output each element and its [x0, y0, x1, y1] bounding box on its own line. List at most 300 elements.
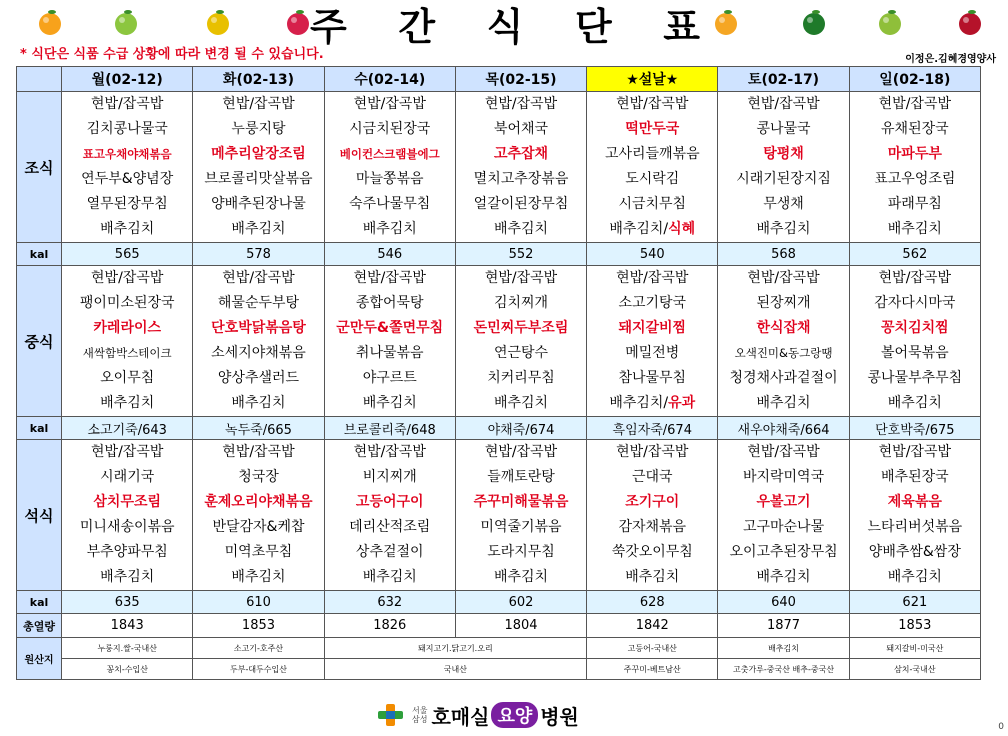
menu-cell: [587, 266, 718, 417]
menu-item-text: 야구르트: [362, 370, 417, 386]
title-char: 식: [486, 4, 524, 49]
menu-item-text: 표고우엉조림: [874, 171, 956, 187]
menu-item: [718, 167, 848, 192]
menu-item: [325, 490, 455, 515]
menu-item-text: 고등어구이: [355, 494, 424, 510]
menu-item: [62, 490, 192, 515]
day-header: 화(02-13): [193, 67, 324, 92]
menu-cell: [718, 92, 849, 243]
menu-item-text: 현밥/잡곡밥: [222, 270, 295, 286]
menu-item: [718, 192, 848, 217]
menu-item: [62, 217, 192, 242]
origin-cell: 돼지고기.닭고기.오리: [324, 638, 587, 659]
menu-item: [587, 291, 717, 316]
table-corner: [17, 67, 62, 92]
menu-item-text: 현밥/잡곡밥: [484, 270, 558, 286]
origin-cell: 꽁치-수입산: [62, 659, 193, 680]
menu-item-text: 고구마순나물: [742, 519, 825, 535]
kal-value: 552: [455, 243, 586, 266]
menu-item: [62, 92, 192, 117]
menu-item: [456, 490, 586, 515]
menu-item: [718, 465, 848, 490]
menu-item: [325, 192, 455, 217]
menu-item: [193, 142, 323, 167]
menu-item: [325, 440, 455, 465]
menu-item-text: 배추김치: [100, 221, 155, 237]
menu-item: [718, 440, 848, 465]
menu-item-text: 고추잡채: [493, 146, 549, 162]
menu-item: [587, 117, 717, 142]
menu-item-text: 배추김치: [231, 221, 286, 237]
menu-item-text: 훈제오리야채볶음: [204, 494, 313, 510]
menu-item: [325, 92, 455, 117]
menu-item-text: 누룽지탕: [231, 121, 286, 137]
menu-item-text: 미역줄기볶음: [480, 519, 562, 535]
menu-item-text: 메밀전병: [625, 345, 680, 361]
kal-label: kal: [17, 591, 62, 614]
menu-item-text: 근대국: [631, 469, 673, 485]
kal-value: 소고기죽/643: [62, 417, 193, 440]
origin-cell: 소고기-호주산: [193, 638, 324, 659]
menu-item: [62, 540, 192, 565]
total-value: 1877: [718, 614, 849, 638]
menu-item: [587, 391, 717, 416]
menu-item: [193, 515, 323, 540]
menu-item: [718, 341, 848, 366]
menu-item: [718, 92, 848, 117]
menu-item: [850, 391, 980, 416]
menu-item: [587, 266, 717, 291]
menu-item: [62, 291, 192, 316]
menu-item: [193, 167, 323, 192]
origin-cell: 돼지갈비-미국산: [849, 638, 980, 659]
origin-cell: 주꾸미-베트남산: [587, 659, 718, 680]
menu-item-text: 조기구이: [625, 494, 680, 510]
menu-item-text: 참나물무침: [618, 370, 687, 386]
menu-item-text: 바지락미역국: [742, 469, 825, 485]
orange-icon: [36, 8, 64, 36]
menu-item-text: 현밥/잡곡밥: [91, 270, 164, 286]
menu-item: [325, 266, 455, 291]
menu-item: [62, 366, 192, 391]
menu-item: [850, 142, 980, 167]
menu-item-text: 배추김치: [100, 569, 155, 585]
menu-item-text: 시금치된장국: [349, 121, 431, 137]
logo-pill: 요양: [491, 702, 538, 728]
menu-item-text: 반달감자&케찹: [212, 519, 305, 535]
kal-value: 새우야채죽/664: [718, 417, 849, 440]
menu-item-text: 열무된장무침: [86, 196, 168, 212]
grape-icon: [876, 8, 904, 36]
menu-cell: [718, 440, 849, 591]
apple-icon: [112, 8, 140, 36]
menu-item: [718, 316, 848, 341]
menu-item-text: 김치찌개: [493, 295, 549, 311]
menu-item-text: 돼지갈비찜: [618, 320, 687, 336]
menu-item-text: 팽이미소된장국: [79, 295, 175, 311]
menu-item-text: 양배추쌈&쌈장: [868, 544, 961, 560]
menu-cell: [587, 440, 718, 591]
menu-item-text: 도시락김: [625, 171, 680, 187]
menu-item-text: 소고기탕국: [618, 295, 687, 311]
kal-value: 야채죽/674: [455, 417, 586, 440]
menu-item: [850, 465, 980, 490]
menu-item: [62, 316, 192, 341]
menu-item-text: 메추리알장조림: [211, 146, 306, 162]
meal-label: 석식: [17, 440, 62, 591]
origin-cell: 두부-대두수입산: [193, 659, 324, 680]
kal-value: 568: [718, 243, 849, 266]
menu-cell: [455, 92, 586, 243]
menu-item-text: 치커리무침: [487, 370, 555, 386]
menu-cell: [193, 266, 324, 417]
menu-item-text: 김치콩나물국: [86, 121, 168, 137]
kal-label: kal: [17, 417, 62, 440]
menu-item: [850, 266, 980, 291]
menu-item: [325, 565, 455, 590]
menu-item: [587, 565, 717, 590]
menu-cell: [849, 92, 980, 243]
menu-item-text: 배추김치: [493, 395, 549, 411]
menu-item-text: 배추된장국: [881, 469, 949, 485]
menu-item: [193, 540, 323, 565]
menu-item-text: 현밥/잡곡밥: [484, 96, 558, 112]
menu-item: [587, 366, 717, 391]
menu-item: [456, 266, 586, 291]
menu-item-text: 연근탕수: [493, 345, 549, 361]
menu-item: [325, 341, 455, 366]
menu-item-text: 배추김치: [231, 395, 286, 411]
menu-item: [587, 192, 717, 217]
menu-item-text: 브로콜리맛살볶음: [204, 171, 313, 187]
menu-item: [193, 266, 323, 291]
kal-value: 610: [193, 591, 324, 614]
menu-item-text: 현밥/잡곡밥: [878, 444, 951, 460]
menu-item: [325, 366, 455, 391]
menu-item-text: 연두부&양념장: [81, 171, 174, 187]
menu-item-text: 배추김치: [231, 569, 286, 585]
menu-item: [718, 291, 848, 316]
menu-item-text: 현밥/잡곡밥: [353, 270, 426, 286]
menu-item: [193, 92, 323, 117]
menu-item: [850, 117, 980, 142]
day-header: ★설날★: [587, 67, 718, 92]
menu-item: [325, 515, 455, 540]
menu-item: [718, 366, 848, 391]
menu-item: [850, 341, 980, 366]
menu-item: [62, 117, 192, 142]
menu-cell: [718, 266, 849, 417]
menu-item: [193, 565, 323, 590]
menu-cell: [849, 440, 980, 591]
menu-item: [62, 391, 192, 416]
menu-item-text: 마파두부: [887, 146, 942, 162]
menu-cell: [455, 440, 586, 591]
menu-item: [325, 217, 455, 242]
menu-item-text: 들깨토란탕: [487, 469, 555, 485]
cherry-icon: [204, 8, 232, 36]
total-label: 총열량: [17, 614, 62, 638]
menu-item-text: 현밥/잡곡밥: [91, 444, 164, 460]
menu-item-extra: 식혜: [668, 221, 696, 237]
menu-item-text: 양배추된장나물: [211, 196, 306, 212]
menu-cell: [62, 92, 193, 243]
kal-label: kal: [17, 243, 62, 266]
menu-item-text: 배추김치/: [609, 221, 669, 237]
menu-item: [718, 142, 848, 167]
menu-item-text: 파래무침: [887, 196, 942, 212]
menu-item: [587, 465, 717, 490]
menu-item-text: 주꾸미해물볶음: [473, 494, 569, 510]
meal-label: 중식: [17, 266, 62, 417]
menu-item: [62, 440, 192, 465]
logo-subtitle: 서울 삼성: [412, 706, 428, 724]
menu-item: [62, 266, 192, 291]
menu-item-text: 단호박닭볶음탕: [211, 320, 306, 336]
menu-item: [456, 366, 586, 391]
page-number: 0: [998, 722, 1004, 732]
menu-item-text: 표고우채야채볶음: [82, 147, 172, 161]
kal-value: 브로콜리죽/648: [324, 417, 455, 440]
title-char: 표: [663, 4, 700, 49]
menu-item: [193, 217, 323, 242]
menu-item: [62, 192, 192, 217]
menu-item: [325, 391, 455, 416]
menu-item-text: 시래기국: [100, 469, 155, 485]
menu-item-text: 고사리들깨볶음: [604, 146, 700, 162]
total-value: 1843: [62, 614, 193, 638]
menu-item: [850, 316, 980, 341]
menu-item: [62, 565, 192, 590]
kal-value: 635: [62, 591, 193, 614]
menu-item: [718, 391, 848, 416]
menu-item: [456, 192, 586, 217]
meal-label: 조식: [17, 92, 62, 243]
day-header: 월(02-12): [62, 67, 193, 92]
menu-item-text: 우볼고기: [756, 494, 811, 510]
cross-logo-icon: [376, 702, 406, 728]
menu-cell: [324, 440, 455, 591]
menu-item: [193, 490, 323, 515]
menu-item: [587, 540, 717, 565]
menu-item: [718, 266, 848, 291]
menu-item-text: 군만두&쫄면무침: [336, 320, 444, 336]
menu-cell: [193, 440, 324, 591]
menu-item: [193, 465, 323, 490]
kal-value: 녹두죽/665: [193, 417, 324, 440]
menu-item-text: 상추겉절이: [355, 544, 424, 560]
menu-item: [850, 192, 980, 217]
menu-item: [587, 167, 717, 192]
menu-item: [850, 515, 980, 540]
menu-item-text: 배추김치: [756, 569, 811, 585]
menu-item-text: 감자다시마국: [874, 295, 956, 311]
menu-cell: [62, 266, 193, 417]
menu-item-text: 배추김치/: [609, 395, 669, 411]
page-title: [310, 0, 700, 49]
menu-item: [718, 540, 848, 565]
menu-item-text: 청경채사과겉절이: [729, 370, 838, 386]
total-value: 1853: [193, 614, 324, 638]
menu-item: [62, 341, 192, 366]
menu-item-text: 해물순두부탕: [217, 295, 300, 311]
menu-cell: [849, 266, 980, 417]
menu-item-text: 제육볶음: [887, 494, 942, 510]
origin-label: 원산지: [17, 638, 62, 680]
menu-item: [456, 391, 586, 416]
menu-item-text: 꽁치김치찜: [881, 320, 949, 336]
menu-item-text: 현밥/잡곡밥: [353, 444, 426, 460]
menu-cell: [455, 266, 586, 417]
menu-item-text: 배추김치: [100, 395, 155, 411]
menu-item: [456, 515, 586, 540]
menu-item: [456, 465, 586, 490]
menu-item: [850, 217, 980, 242]
menu-item: [193, 440, 323, 465]
menu-item: [718, 217, 848, 242]
menu-item: [718, 490, 848, 515]
menu-item-text: 미역초무침: [224, 544, 293, 560]
menu-item-text: 돈민찌두부조림: [473, 320, 569, 336]
menu-item: [62, 465, 192, 490]
menu-item-text: 종합어묵탕: [355, 295, 424, 311]
menu-item-text: 배추김치: [362, 569, 417, 585]
menu-item-text: 소세지야채볶음: [211, 345, 306, 361]
menu-item-text: 취나물볶음: [355, 345, 424, 361]
menu-item-text: 멸치고추장볶음: [473, 171, 569, 187]
kal-value: 640: [718, 591, 849, 614]
menu-item-text: 부추양파무침: [86, 544, 168, 560]
menu-item-text: 배추김치: [493, 569, 549, 585]
total-value: 1842: [587, 614, 718, 638]
menu-item: [456, 217, 586, 242]
menu-item-text: 오이무침: [100, 370, 155, 386]
menu-item: [456, 316, 586, 341]
kal-value: 602: [455, 591, 586, 614]
origin-cell: 국내산: [324, 659, 587, 680]
menu-item-text: 비지찌개: [362, 469, 417, 485]
menu-cell: [62, 440, 193, 591]
hospital-logo: [376, 698, 579, 732]
menu-item-text: 현밥/잡곡밥: [353, 96, 426, 112]
menu-item: [587, 341, 717, 366]
title-char: 단: [574, 4, 612, 49]
menu-item: [325, 540, 455, 565]
origin-cell: 배추김치: [718, 638, 849, 659]
menu-item-text: 시래기된장지짐: [736, 171, 831, 187]
kal-value: 621: [849, 591, 980, 614]
dietitian-credit: 이정은.김혜경영양사: [905, 54, 996, 65]
menu-item: [193, 391, 323, 416]
menu-cell: [324, 92, 455, 243]
menu-item-text: 볼어묵볶음: [881, 345, 949, 361]
menu-item: [456, 540, 586, 565]
menu-item: [193, 291, 323, 316]
origin-cell: 누룽지.쌀-국내산: [62, 638, 193, 659]
menu-item-text: 카레라이스: [93, 320, 162, 336]
menu-item: [587, 490, 717, 515]
menu-item-text: 무생채: [763, 196, 804, 212]
change-notice: * 식단은 식품 수급 상황에 따라 변경 될 수 있습니다.: [20, 47, 324, 62]
menu-item: [193, 316, 323, 341]
menu-item-text: 현밥/잡곡밥: [878, 270, 951, 286]
menu-item-text: 현밥/잡곡밥: [91, 96, 164, 112]
menu-item: [193, 117, 323, 142]
menu-item: [193, 341, 323, 366]
menu-item-text: 현밥/잡곡밥: [616, 270, 689, 286]
logo-name-part: 호매실: [431, 704, 490, 729]
pomegranate-icon: [956, 8, 984, 36]
logo-name-part: 병원: [540, 704, 579, 729]
menu-item-text: 현밥/잡곡밥: [747, 270, 820, 286]
menu-item: [850, 92, 980, 117]
menu-item-text: 북어채국: [493, 121, 549, 137]
menu-item: [456, 92, 586, 117]
menu-cell: [587, 92, 718, 243]
day-header: 일(02-18): [849, 67, 980, 92]
total-value: 1853: [849, 614, 980, 638]
menu-item-text: 현밥/잡곡밥: [484, 444, 558, 460]
menu-item: [850, 366, 980, 391]
menu-item-text: 청국장: [238, 469, 279, 485]
menu-item-text: 배추김치: [362, 221, 417, 237]
menu-item-text: 오색진미&동그랑땡: [734, 346, 833, 360]
menu-item-text: 배추김치: [756, 221, 811, 237]
menu-item-text: 쑥갓오이무침: [611, 544, 693, 560]
menu-cell: [193, 92, 324, 243]
title-char: 간: [398, 4, 436, 49]
day-header: 목(02-15): [455, 67, 586, 92]
menu-item: [325, 142, 455, 167]
menu-item: [587, 92, 717, 117]
menu-item: [456, 142, 586, 167]
menu-item-text: 배추김치: [756, 395, 811, 411]
menu-item-text: 미니새송이볶음: [79, 519, 175, 535]
menu-item-text: 현밥/잡곡밥: [222, 444, 295, 460]
menu-item: [62, 515, 192, 540]
kal-value: 628: [587, 591, 718, 614]
menu-item: [718, 117, 848, 142]
kal-value: 562: [849, 243, 980, 266]
menu-item: [850, 540, 980, 565]
menu-item-text: 된장찌개: [756, 295, 811, 311]
origin-cell: 삼치-국내산: [849, 659, 980, 680]
menu-item: [193, 192, 323, 217]
menu-item-text: 숙주나물무침: [349, 196, 431, 212]
menu-item: [456, 291, 586, 316]
kal-value: 흑임자죽/674: [587, 417, 718, 440]
menu-item: [325, 465, 455, 490]
menu-item: [325, 167, 455, 192]
menu-item: [456, 565, 586, 590]
menu-item: [850, 490, 980, 515]
menu-item-text: 유채된장국: [881, 121, 949, 137]
menu-item: [587, 142, 717, 167]
weekly-menu-table: [16, 66, 981, 680]
menu-item: [850, 167, 980, 192]
menu-item-text: 배추김치: [625, 569, 680, 585]
menu-item: [718, 515, 848, 540]
menu-item-text: 배추김치: [362, 395, 417, 411]
menu-item: [850, 291, 980, 316]
mango-icon: [712, 8, 740, 36]
day-header: 토(02-17): [718, 67, 849, 92]
menu-item: [325, 117, 455, 142]
menu-item: [325, 291, 455, 316]
menu-item: [850, 565, 980, 590]
menu-item: [62, 142, 192, 167]
menu-item-text: 베이컨스크램블에그: [339, 147, 440, 161]
